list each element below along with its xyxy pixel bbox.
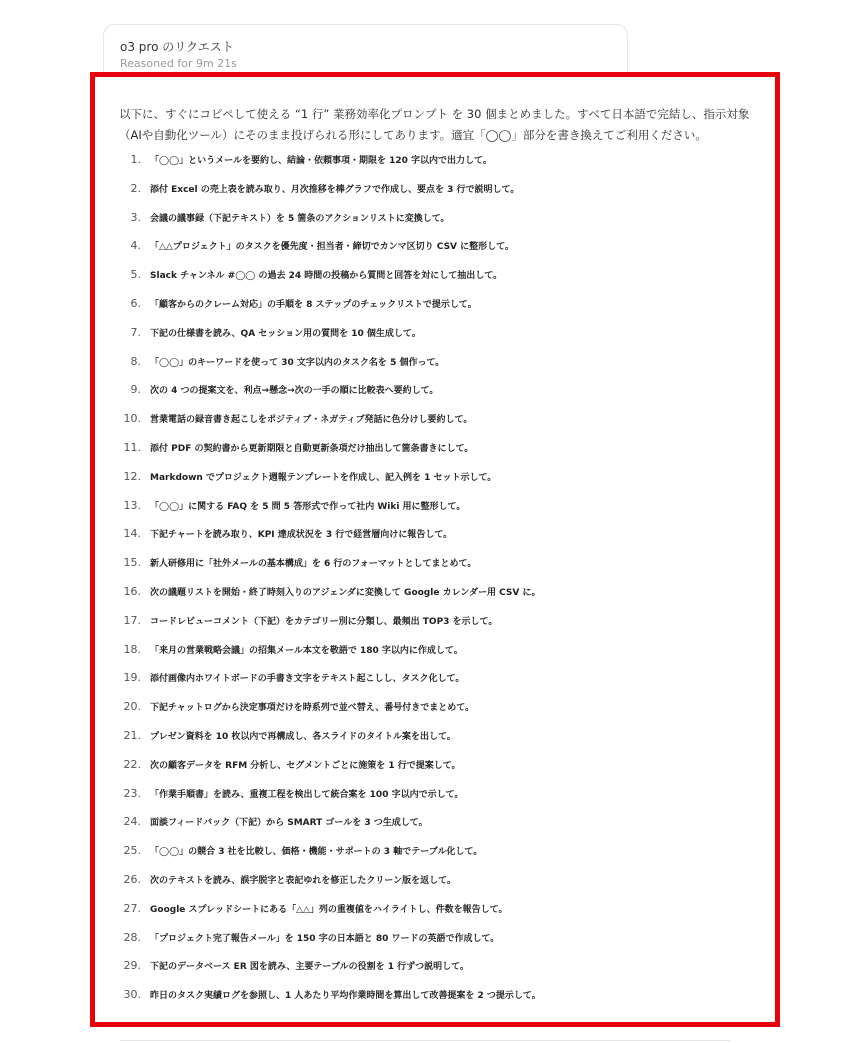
list-item-number: 15. <box>123 556 141 570</box>
list-item-number: 22. <box>123 757 141 771</box>
list-item <box>111 815 761 844</box>
list-item <box>111 556 761 585</box>
list-item-number: 30. <box>123 988 141 1002</box>
list-item-number: 20. <box>123 700 141 714</box>
list-item-text: 添付 Excel の売上表を読み取り、月次推移を棒グラフで作成し、要点を 3 行で説明して。 <box>150 184 520 195</box>
list-item <box>111 211 761 240</box>
list-item-number: 14. <box>123 527 141 541</box>
list-item-number: 16. <box>123 584 141 598</box>
list-item-text: Markdown でプロジェクト週報テンプレートを作成し、記入例を 1 セット示して。 <box>150 472 497 483</box>
list-item <box>111 902 761 931</box>
list-item-number: 29. <box>123 959 141 973</box>
list-item-number: 28. <box>123 930 141 944</box>
list-item <box>111 758 761 787</box>
list-item <box>111 239 761 268</box>
list-item-text: 「来月の営業戦略会議」の招集メール本文を敬語で 180 字以内に作成して。 <box>150 645 463 656</box>
list-item-text: 新人研修用に「社外メールの基本構成」を 6 行のフォーマットとしてまとめて。 <box>150 559 477 570</box>
list-item-text: 「◯◯」の競合 3 社を比較し、価格・機能・サポートの 3 軸でテーブル化して。 <box>150 847 483 858</box>
list-item-text: プレゼン資料を 10 枚以内で再構成し、各スライドのタイトル案を出して。 <box>150 731 456 742</box>
list-item-number: 4. <box>130 239 141 253</box>
list-item-number: 26. <box>123 872 141 886</box>
list-item-text: 「作業手順書」を読み、重複工程を検出して統合案を 100 字以内で示して。 <box>150 789 464 800</box>
divider <box>120 1040 730 1041</box>
list-item-text: Google スプレッドシートにある「△△」列の重複値をハイライトし、件数を報告して。 <box>150 904 508 915</box>
list-item-text: コードレビューコメント（下記）をカテゴリー別に分類し、最頻出 TOP3 を示して。 <box>150 616 498 627</box>
list-item <box>111 671 761 700</box>
list-item-text: 次の 4 つの提案文を、利点→懸念→次の一手の順に比較表へ要約して。 <box>150 386 439 397</box>
list-item-text: 下記のデータベース ER 図を読み、主要テーブルの役割を 1 行ずつ説明して。 <box>150 962 469 973</box>
list-item <box>111 182 761 211</box>
list-item-number: 3. <box>130 210 141 224</box>
list-item <box>111 873 761 902</box>
list-item-number: 24. <box>123 815 141 829</box>
list-item <box>111 844 761 873</box>
list-item <box>111 643 761 672</box>
list-item-number: 1. <box>130 153 141 166</box>
list-item-text: 添付画像内ホワイトボードの手書き文字をテキスト起こしし、タスク化して。 <box>150 674 465 685</box>
list-item-text: 「△△プロジェクト」のタスクを優先度・担当者・締切でカンマ区切り CSV に整形して。 <box>150 242 514 253</box>
list-item-number: 7. <box>130 325 141 339</box>
list-item <box>111 931 761 960</box>
list-item-number: 25. <box>123 844 141 858</box>
list-item-number: 6. <box>130 296 141 310</box>
list-item <box>111 470 761 499</box>
list-item-text: Slack チャンネル #◯◯ の過去 24 時間の投稿から質問と回答を対にして抽出して。 <box>150 271 503 282</box>
list-item <box>111 441 761 470</box>
list-item-text: 下記チャットログから決定事項だけを時系列で並べ替え、番号付きでまとめて。 <box>150 703 475 714</box>
list-item <box>111 297 761 326</box>
list-item-number: 8. <box>130 354 141 368</box>
list-item <box>111 383 761 412</box>
list-item <box>111 988 761 1017</box>
list-item <box>111 499 761 528</box>
list-item-number: 18. <box>123 642 141 656</box>
list-item <box>111 355 761 384</box>
list-item-text: 次の議題リストを開始・終了時刻入りのアジェンダに変換して Google カレンダー用 CSV に。 <box>150 587 541 598</box>
list-item <box>111 585 761 614</box>
list-item <box>111 614 761 643</box>
list-item-text: 次のテキストを読み、誤字脱字と表記ゆれを修正したクリーン版を返して。 <box>150 875 457 886</box>
prompt-list <box>111 153 761 1017</box>
list-item-number: 13. <box>123 498 141 512</box>
list-item-text: 面談フィードバック（下記）から SMART ゴールを 3 つ生成して。 <box>150 818 428 829</box>
list-item-number: 12. <box>123 469 141 483</box>
list-item-number: 19. <box>123 671 141 685</box>
list-item <box>111 959 761 988</box>
list-item <box>111 527 761 556</box>
reasoning-duration[interactable]: Reasoned for 9m 21s <box>120 57 237 70</box>
response-highlight-box <box>90 72 780 1027</box>
list-item-text: 添付 PDF の契約書から更新期限と自動更新条項だけ抽出して箇条書きにして。 <box>150 443 474 454</box>
list-item-number: 10. <box>123 412 141 426</box>
list-item-text: 「◯◯」というメールを要約し、結論・依頼事項・期限を 120 字以内で出力して。 <box>150 156 492 166</box>
list-item <box>111 700 761 729</box>
list-item-number: 17. <box>123 613 141 627</box>
list-item-text: 下記の仕様書を読み、QA セッション用の質問を 10 個生成して。 <box>150 328 421 339</box>
list-item-text: 次の顧客データを RFM 分析し、セグメントごとに施策を 1 行で提案して。 <box>150 760 461 771</box>
list-item-number: 9. <box>130 383 141 397</box>
list-item-text: 会議の議事録（下記テキスト）を 5 箇条のアクションリストに変換して。 <box>150 213 450 224</box>
list-item-text: 「◯◯」に関する FAQ を 5 問 5 答形式で作って社内 Wiki 用に整形して。 <box>150 501 466 512</box>
list-item-number: 2. <box>130 181 141 195</box>
list-item-text: 「プロジェクト完了報告メール」を 150 字の日本語と 80 ワードの英語で作成して。 <box>150 933 500 944</box>
list-item-text: 「顧客からのクレーム対応」の手順を 8 ステップのチェックリストで提示して。 <box>150 299 477 310</box>
list-item <box>111 787 761 816</box>
list-item <box>111 153 761 182</box>
list-item-number: 5. <box>130 268 141 282</box>
list-item-text: 営業電話の録音書き起こしをポジティブ・ネガティブ発話に色分けし要約して。 <box>150 415 473 426</box>
list-item-number: 27. <box>123 901 141 915</box>
list-item <box>111 729 761 758</box>
request-title: o3 pro のリクエスト <box>120 40 234 54</box>
list-item <box>111 268 761 297</box>
list-item-number: 23. <box>123 786 141 800</box>
list-item-number: 11. <box>123 440 141 454</box>
list-item <box>111 326 761 355</box>
list-item-text: 下記チャートを読み取り、KPI 達成状況を 3 行で経営層向けに報告して。 <box>150 530 453 541</box>
response-intro: 以下に、すぐにコピペして使える “1 行” 業務効率化プロンプト を 30 個まとめました。すべて日本語で完結し、指示対象（AIや自動化ツール）にそのまま投げられる形にしてあります。適宜「◯◯」部分を書き換えてご利用ください。 <box>119 107 750 142</box>
list-item-text: 「◯◯」のキーワードを使って 30 文字以内のタスク名を 5 個作って。 <box>150 357 445 368</box>
list-item-text: 昨日のタスク実績ログを参照し、1 人あたり平均作業時間を算出して改善提案を 2 つ提示して。 <box>150 991 541 1002</box>
list-item-number: 21. <box>123 728 141 742</box>
list-item <box>111 412 761 441</box>
